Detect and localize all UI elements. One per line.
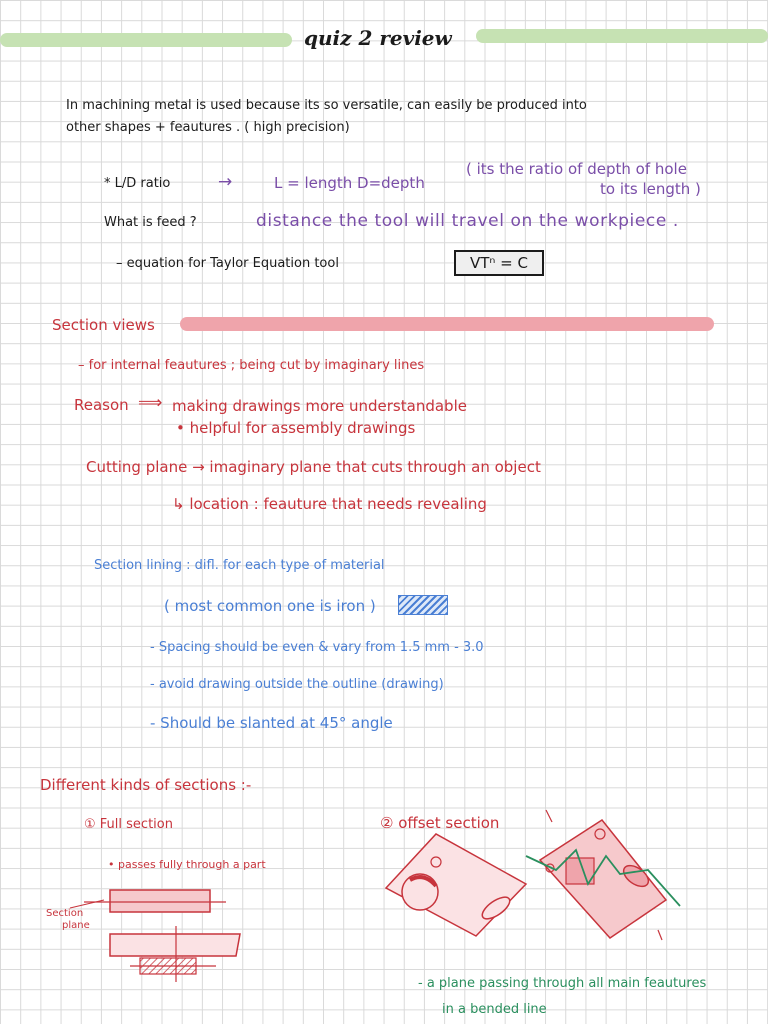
title-highlight-right bbox=[476, 29, 768, 43]
intro-line-1: In machining metal is used because its so versatile, can easily be produced into bbox=[66, 98, 587, 113]
ld-ratio-arrow: → bbox=[218, 172, 233, 192]
section-lining-slanted: - Should be slanted at 45° angle bbox=[150, 714, 393, 732]
title-highlight-left bbox=[0, 33, 292, 47]
reason-bullet: • helpful for assembly drawings bbox=[176, 419, 416, 437]
offset-section-sketch bbox=[380, 810, 700, 940]
full-section-sketch bbox=[40, 870, 300, 990]
taylor-formula-box: VTⁿ = C bbox=[454, 250, 544, 276]
feed-question: What is feed ? bbox=[104, 215, 197, 230]
section-views-heading: Section views bbox=[52, 316, 155, 334]
iron-hatch-swatch bbox=[398, 595, 448, 615]
offset-note-line-1: - a plane passing through all main feautures bbox=[418, 976, 707, 991]
section-plane-label-1: Section bbox=[46, 908, 84, 919]
offset-plate-left bbox=[386, 834, 526, 936]
full-section-pointer bbox=[70, 900, 104, 908]
ld-ratio-term: * L/D ratio bbox=[104, 176, 171, 191]
section-lining-label: Section lining : difl. for each type of material bbox=[94, 558, 385, 573]
kinds-heading: Different kinds of sections :- bbox=[40, 776, 252, 794]
full-section-note: • passes fully through a part bbox=[108, 858, 266, 871]
section-plane-label-2: plane bbox=[62, 920, 90, 931]
ld-ratio-note-line-1: ( its the ratio of depth of hole bbox=[466, 160, 687, 178]
location-line: ↳ location : feauture that needs revealing bbox=[172, 495, 487, 513]
offset-plate-right bbox=[540, 820, 666, 938]
reason-label: Reason bbox=[74, 396, 129, 414]
section-lining-spacing: - Spacing should be even & vary from 1.5 mm - 3.0 bbox=[150, 640, 484, 655]
offset-note-line-2: in a bended line bbox=[442, 1002, 547, 1017]
feed-answer: distance the tool will travel on the workpiece . bbox=[256, 211, 679, 231]
section-lining-avoid: - avoid drawing outside the outline (drawing) bbox=[150, 677, 444, 692]
full-section-part-bottom bbox=[110, 934, 240, 974]
reason-text: making drawings more understandable bbox=[172, 397, 467, 415]
full-section-label: ① Full section bbox=[84, 817, 173, 832]
reason-arrow: ⟹ bbox=[138, 393, 163, 413]
taylor-label: – equation for Taylor Equation tool bbox=[116, 256, 339, 271]
intro-line-2: other shapes + feautures . ( high precision) bbox=[66, 120, 350, 135]
cutting-plane-line: Cutting plane → imaginary plane that cuts through an object bbox=[86, 458, 541, 476]
section-lining-common: ( most common one is iron ) bbox=[164, 597, 376, 615]
offset-tick-bottom bbox=[658, 930, 662, 940]
ld-ratio-definition: L = length D=depth bbox=[274, 174, 425, 192]
offset-tick-top bbox=[546, 810, 552, 822]
page-title: quiz 2 review bbox=[304, 26, 452, 50]
section-views-internal: – for internal feautures ; being cut by imaginary lines bbox=[78, 358, 425, 373]
offset-section-label: ② offset section bbox=[380, 814, 500, 832]
section-views-highlight bbox=[180, 317, 714, 331]
ld-ratio-note-line-2: to its length ) bbox=[600, 180, 701, 198]
full-section-part-top bbox=[110, 890, 210, 912]
